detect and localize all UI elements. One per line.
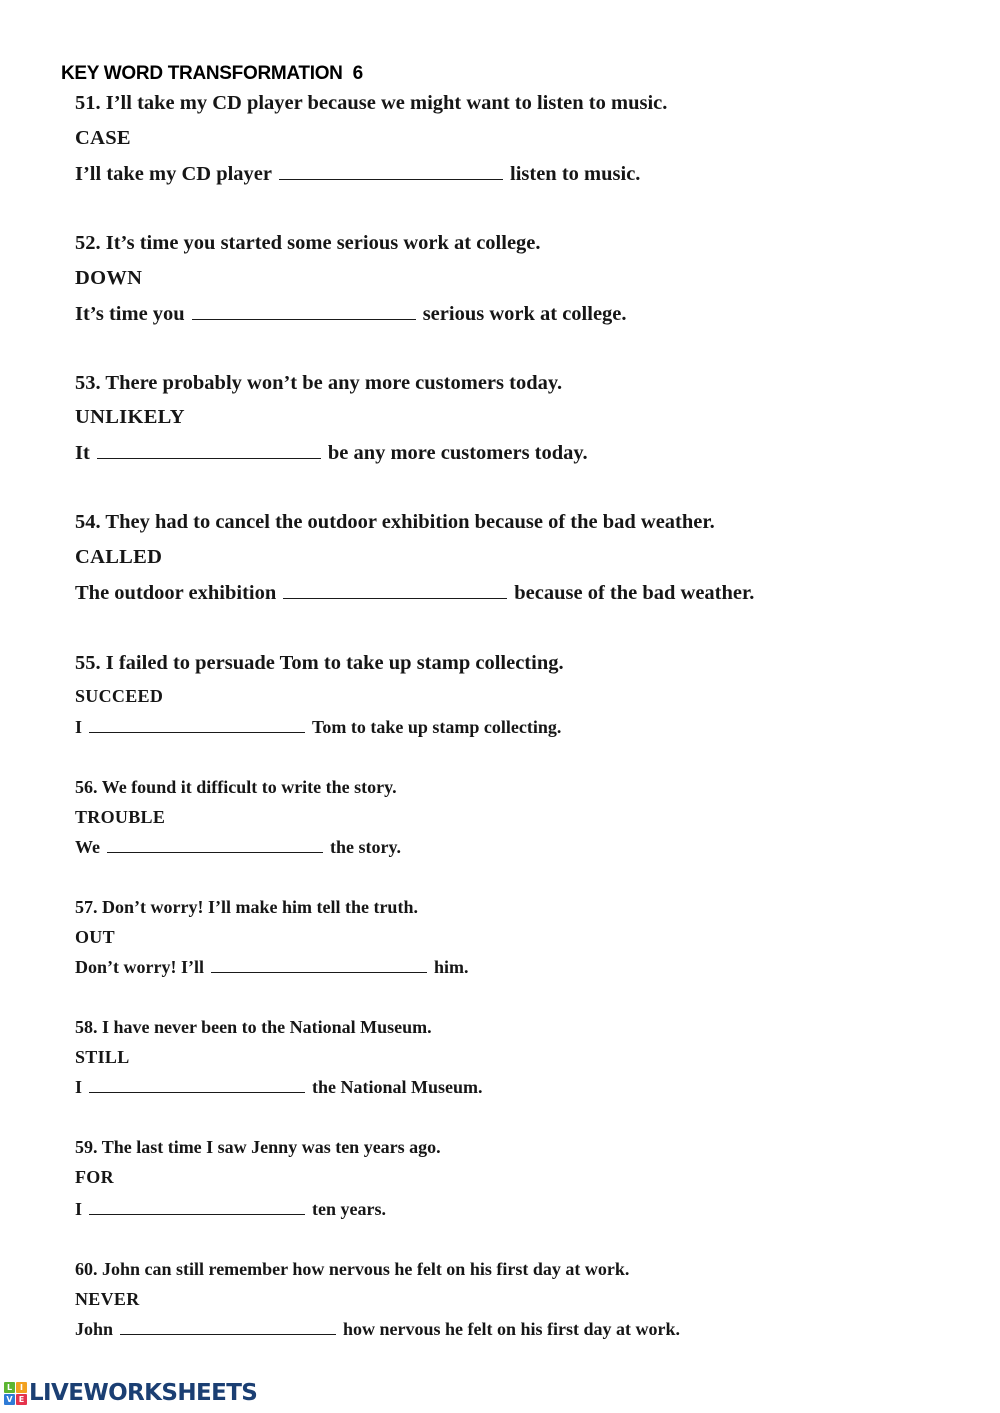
answer-line [75, 303, 627, 326]
answer-suffix: the story. [330, 837, 401, 857]
logo-square-e: E [16, 1394, 27, 1405]
brand-name: LIVEWORKSHEETS [29, 1380, 258, 1406]
answer-suffix: serious work at college. [422, 303, 627, 325]
answer-suffix: because of the bad weather. [514, 582, 755, 604]
answer-suffix: him. [433, 957, 469, 977]
question-text: Don’t worry! I’ll make him tell the truth. [102, 897, 418, 917]
keyword: CASE [75, 127, 131, 149]
answer-line [75, 442, 588, 465]
answer-line [75, 1319, 680, 1340]
answer-prefix: John [75, 1319, 114, 1339]
question-number: 52. [75, 232, 101, 254]
answer-prefix: Don’t worry! I’ll [75, 957, 204, 977]
keyword: DOWN [75, 267, 143, 289]
question-text: They had to cancel the outdoor exhibition because of the bad weather. [105, 511, 715, 533]
keyword: SUCCEED [75, 686, 164, 706]
answer-suffix: the National Museum. [312, 1077, 483, 1097]
answer-line [75, 582, 754, 605]
logo-square-l: L [4, 1382, 15, 1393]
answer-suffix: how nervous he felt on his first day at work. [343, 1319, 681, 1339]
question-number: 58. [75, 1017, 98, 1037]
answer-prefix: We [75, 837, 100, 857]
answer-prefix: I [75, 1077, 83, 1097]
keyword: UNLIKELY [75, 406, 185, 428]
question-sentence [75, 1137, 441, 1158]
question-sentence [75, 1259, 629, 1280]
answer-line [75, 1199, 386, 1220]
answer-blank[interactable] [97, 457, 321, 459]
question-sentence [75, 777, 397, 798]
answer-blank[interactable] [211, 971, 427, 973]
answer-line [75, 957, 469, 978]
question-number: 51. [75, 92, 101, 114]
keyword: TROUBLE [75, 807, 166, 827]
answer-blank[interactable] [107, 851, 323, 853]
answer-line [75, 717, 561, 738]
question-text: I failed to persuade Tom to take up stamp collecting. [105, 652, 564, 674]
logo-square-i: I [16, 1382, 27, 1393]
answer-prefix: I [75, 717, 83, 737]
question-text: I have never been to the National Museum. [102, 1017, 432, 1037]
question-text: There probably won’t be any more customers today. [105, 372, 563, 394]
question-text: We found it difficult to write the story. [101, 777, 397, 797]
question-text: John can still remember how nervous he felt on his first day at work. [102, 1259, 630, 1279]
question-sentence [75, 1017, 432, 1038]
worksheet-title: KEY WORD TRANSFORMATION 6 [61, 63, 363, 84]
answer-blank[interactable] [283, 597, 507, 599]
answer-line [75, 837, 401, 858]
answer-suffix: Tom to take up stamp collecting. [312, 717, 562, 737]
answer-prefix: The outdoor exhibition [75, 582, 277, 604]
keyword: STILL [75, 1047, 130, 1067]
question-sentence [75, 92, 667, 115]
answer-blank[interactable] [279, 178, 503, 180]
question-number: 59. [75, 1137, 98, 1157]
answer-line [75, 163, 640, 186]
answer-prefix: It’s time you [75, 303, 185, 325]
question-text: It’s time you started some serious work at college. [105, 232, 541, 254]
question-text: The last time I saw Jenny was ten years ago. [101, 1137, 441, 1157]
question-sentence [75, 897, 418, 918]
question-number: 57. [75, 897, 98, 917]
question-number: 54. [75, 511, 101, 533]
keyword: FOR [75, 1167, 114, 1187]
answer-prefix: It [75, 442, 90, 464]
answer-line [75, 1077, 483, 1098]
answer-prefix: I’ll take my CD player [75, 163, 273, 185]
answer-blank[interactable] [120, 1333, 336, 1335]
question-sentence [75, 232, 541, 255]
answer-suffix: listen to music. [510, 163, 641, 185]
keyword: CALLED [75, 546, 163, 568]
keyword: NEVER [75, 1289, 140, 1309]
keyword: OUT [75, 927, 115, 947]
answer-prefix: I [75, 1199, 83, 1219]
liveworksheets-logo [4, 1381, 257, 1405]
question-sentence [75, 652, 564, 675]
question-number: 53. [75, 372, 101, 394]
question-sentence [75, 511, 715, 534]
answer-suffix: ten years. [312, 1199, 386, 1219]
answer-blank[interactable] [192, 318, 416, 320]
answer-blank[interactable] [89, 731, 305, 733]
question-number: 56. [75, 777, 98, 797]
question-number: 55. [75, 652, 101, 674]
answer-suffix: be any more customers today. [327, 442, 588, 464]
question-text: I’ll take my CD player because we might want to listen to music. [105, 92, 668, 114]
question-sentence [75, 372, 562, 395]
question-number: 60. [75, 1259, 98, 1279]
live-logo-icon [4, 1382, 27, 1405]
logo-square-v: V [4, 1394, 15, 1405]
answer-blank[interactable] [89, 1213, 305, 1215]
answer-blank[interactable] [89, 1091, 305, 1093]
